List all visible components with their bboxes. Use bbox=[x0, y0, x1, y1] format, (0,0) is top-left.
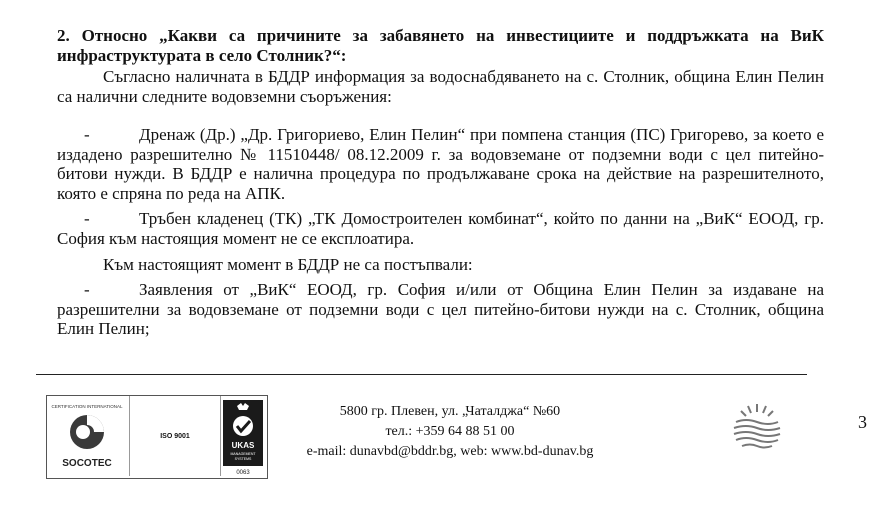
svg-text:UKAS: UKAS bbox=[231, 441, 255, 450]
footer-email-web: e-mail: dunavbd@bddr.bg, web: www.bd-dunav.bg bbox=[306, 444, 594, 459]
socotec-logo bbox=[47, 396, 127, 476]
bullet-dash: - bbox=[84, 209, 90, 228]
footer-contact bbox=[300, 402, 600, 462]
footer-address: 5800 гр. Плевен, ул. „Чаталджа“ №60 bbox=[339, 404, 561, 419]
section-heading: 2. Относно „Какви са причините за забавянето на инвестициите и поддръжката на ВиК инфраструктурата в село Столник?“: bbox=[57, 26, 824, 65]
bullet-dash: - bbox=[84, 280, 90, 299]
paragraph-not-received: Към настоящият момент в БДДР не са постъпвали: bbox=[103, 255, 473, 274]
svg-text:SOCOTEC: SOCOTEC bbox=[62, 458, 112, 469]
svg-text:SYSTEMS: SYSTEMS bbox=[234, 457, 252, 461]
ukas-logo bbox=[219, 396, 267, 478]
certification-logos bbox=[46, 395, 268, 479]
svg-text:CERTIFICATION INTERNATIONAL: CERTIFICATION INTERNATIONAL bbox=[51, 404, 123, 409]
bullet-well: - Тръбен кладенец (ТК) „ТК Домостроителен комбинат“, който по данни на „ВиК“ ЕООД, гр. София към настоящия момент не се експлоатира. bbox=[57, 209, 824, 248]
basin-directorate-logo-icon bbox=[728, 398, 786, 456]
iso-9001-badge: ISO 9001 bbox=[129, 396, 221, 476]
bullet-dash: - bbox=[84, 125, 90, 144]
page-number: 3 bbox=[858, 412, 867, 432]
svg-text:MANAGEMENT: MANAGEMENT bbox=[230, 452, 256, 456]
bullet-drainage: - Дренаж (Др.) „Др. Григориево, Елин Пелин“ при помпена станция (ПС) Григорево, за което е издадено разрешително № 11510448/ 08.12.2009 г. за водовземане от подземни води с цел питейно-битови нужди. В БДДР е налична процедура по продължаване срока на действие на разрешителното, която е спряна по реда на АПК. bbox=[57, 125, 824, 203]
bullet-applications: - Заявления от „ВиК“ ЕООД, гр. София и/или от Община Елин Пелин за издаване на разрешителни за водовземане от подземни води с цел питейно-битови нужди на с. Столник, община Елин Пелин; bbox=[57, 280, 824, 338]
footer-divider bbox=[36, 374, 807, 375]
paragraph-intro: Съгласно наличната в БДДР информация за водоснабдяването на с. Столник, община Елин Пелин са налични следните водовземни съоръжения: bbox=[57, 67, 824, 106]
footer-phone: тел.: +359 64 88 51 00 bbox=[385, 424, 515, 439]
svg-text:0063: 0063 bbox=[236, 470, 250, 476]
